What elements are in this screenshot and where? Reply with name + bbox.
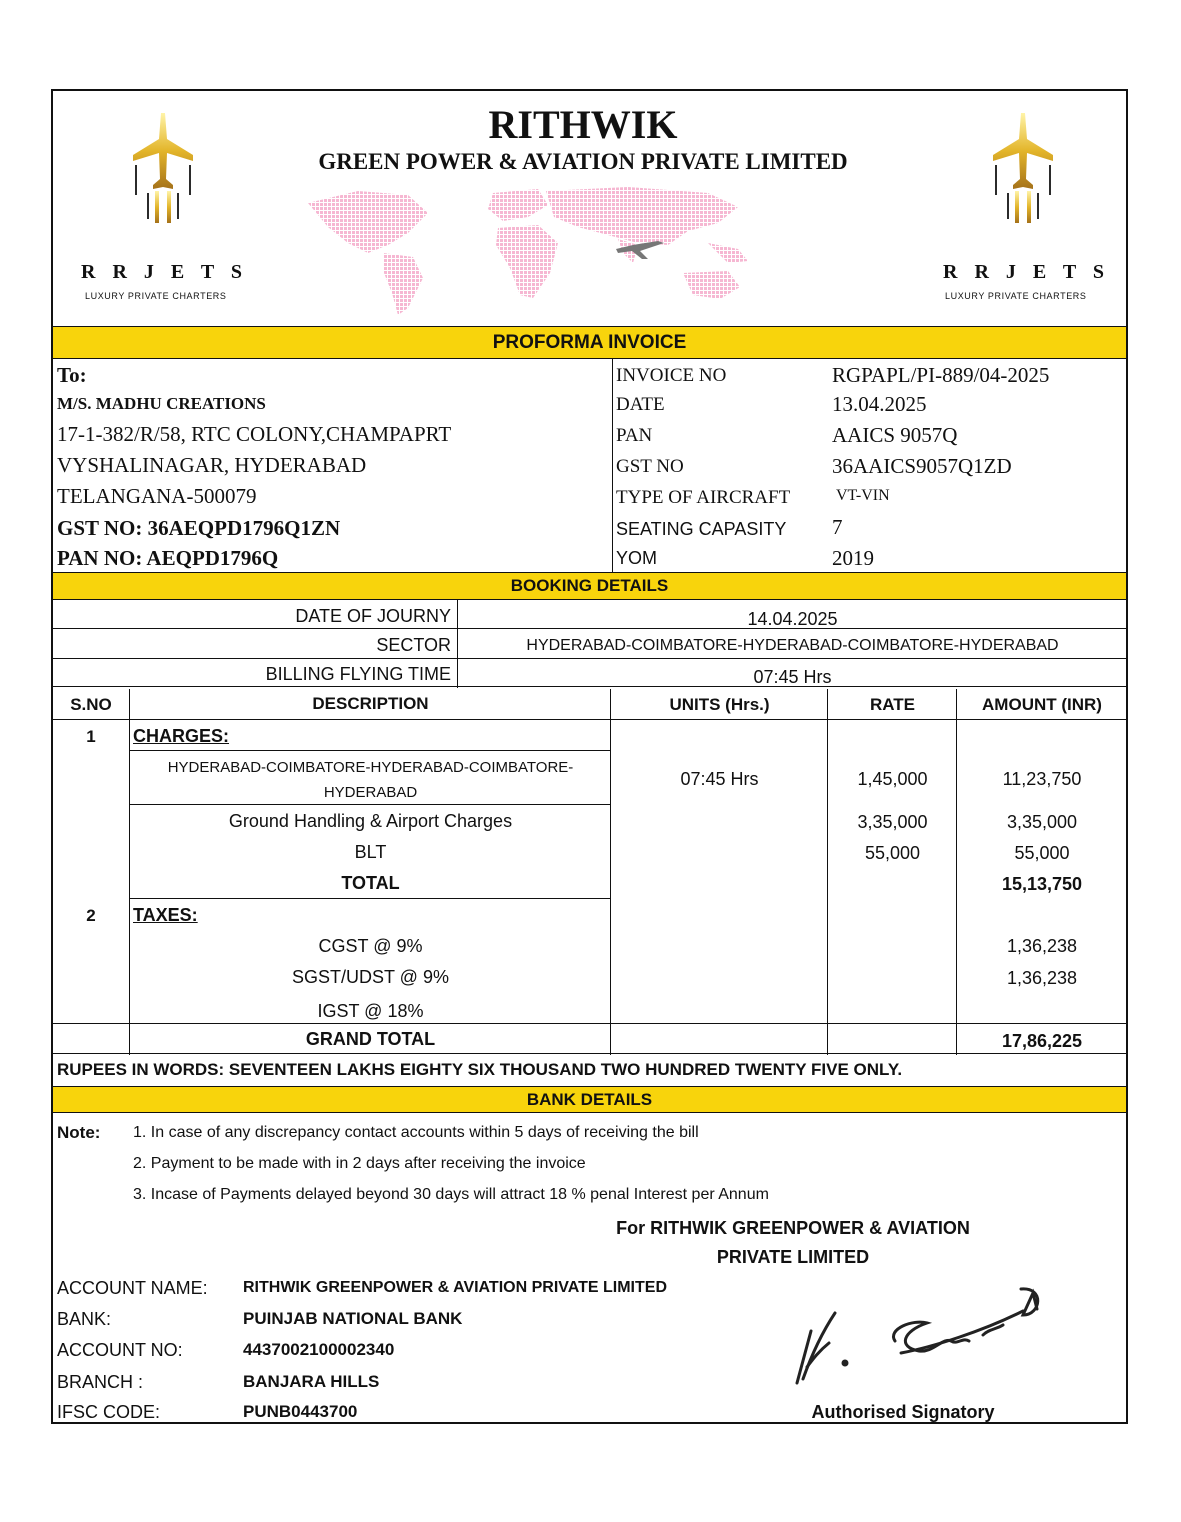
- yom-label: YOM: [616, 548, 658, 568]
- note-label: Note:: [57, 1123, 101, 1142]
- logo-left: [113, 109, 243, 229]
- handwritten-signature: [783, 1271, 1053, 1391]
- brand-right-name: R R J E T S: [943, 261, 1110, 283]
- blt-label: BLT: [354, 842, 387, 862]
- proforma-invoice-title: PROFORMA INVOICE: [53, 326, 1126, 359]
- customer-address-line1: 17-1-382/R/58, RTC COLONY,CHAMPAPRT: [57, 422, 452, 446]
- customer-name: M/S. MADHU CREATIONS: [57, 394, 266, 413]
- route-description-line2: HYDERABAD: [323, 784, 418, 801]
- row-sno-1: 1: [86, 727, 96, 746]
- brand-left-name: R R J E T S: [81, 261, 248, 283]
- note-item-1: 1. In case of any discrepancy contact accounts within 5 days of receiving the bill: [133, 1124, 699, 1141]
- blt-amount: 55,000: [1014, 843, 1070, 863]
- journey-date-label: DATE OF JOURNY: [295, 606, 451, 626]
- jet-icon: [113, 109, 243, 229]
- customer-pan: PAN NO: AEQPD1796Q: [57, 546, 279, 570]
- route-rate: 1,45,000: [857, 769, 928, 789]
- yom-value: 2019: [832, 546, 874, 570]
- total-label: TOTAL: [341, 873, 400, 893]
- row-sno-2: 2: [86, 906, 96, 925]
- col-header-amount: AMOUNT (INR): [982, 695, 1102, 714]
- brand-left-tagline: LUXURY PRIVATE CHARTERS: [85, 291, 227, 301]
- bill-to-label: To:: [57, 363, 87, 387]
- account-name-label: ACCOUNT NAME:: [57, 1278, 208, 1298]
- company-subtitle: GREEN POWER & AVIATION PRIVATE LIMITED: [318, 149, 848, 174]
- gst-value: 36AAICS9057Q1ZD: [832, 454, 1012, 478]
- invoice-no-value: RGPAPL/PI-889/04-2025: [832, 363, 1050, 387]
- ground-handling-amount: 3,35,000: [1006, 812, 1078, 832]
- bank-value: PUINJAB NATIONAL BANK: [243, 1309, 463, 1328]
- world-map-icon: [288, 183, 848, 323]
- booking-details-title: BOOKING DETAILS: [53, 572, 1126, 600]
- account-name-value: RITHWIK GREENPOWER & AVIATION PRIVATE LIMITED: [243, 1279, 667, 1296]
- ifsc-label: IFSC CODE:: [57, 1402, 161, 1422]
- igst-label: IGST @ 18%: [317, 1001, 424, 1021]
- pan-label: PAN: [616, 425, 653, 446]
- account-no-value: 4437002100002340: [243, 1340, 395, 1359]
- jet-icon: [973, 109, 1103, 229]
- signature-for-line1: For RITHWIK GREENPOWER & AVIATION: [616, 1218, 970, 1238]
- authorised-signatory: Authorised Signatory: [811, 1402, 995, 1422]
- cgst-label: CGST @ 9%: [318, 936, 423, 956]
- branch-label: BRANCH :: [57, 1372, 144, 1392]
- note-item-3: 3. Incase of Payments delayed beyond 30 days will attract 18 % penal Interest per Annum: [133, 1186, 769, 1203]
- blt-rate: 55,000: [864, 843, 921, 863]
- gst-label: GST NO: [616, 456, 684, 477]
- brand-right-tagline: LUXURY PRIVATE CHARTERS: [945, 291, 1087, 301]
- route-description-line1: HYDERABAD-COIMBATORE-HYDERABAD-COIMBATORE-: [167, 759, 574, 776]
- billing-time-value: 07:45 Hrs: [753, 667, 832, 687]
- signature-for-line2: PRIVATE LIMITED: [716, 1247, 870, 1267]
- col-header-units: UNITS (Hrs.): [669, 695, 770, 714]
- col-header-rate: RATE: [869, 695, 915, 714]
- amount-in-words: RUPEES IN WORDS: SEVENTEEN LAKHS EIGHTY SIX THOUSAND TWO HUNDRED TWENTY FIVE ONLY.: [57, 1060, 903, 1079]
- seating-capacity-value: 7: [832, 515, 843, 539]
- bank-details-title: BANK DETAILS: [53, 1086, 1126, 1113]
- aircraft-type-value: VT-VIN: [836, 487, 890, 504]
- invoice-page: [51, 89, 1128, 1424]
- aircraft-type-label: TYPE OF AIRCRAFT: [616, 487, 791, 508]
- ifsc-value: PUNB0443700: [243, 1402, 358, 1421]
- sgst-amount: 1,36,238: [1006, 968, 1078, 988]
- ground-handling-rate: 3,35,000: [857, 812, 928, 832]
- billing-time-label: BILLING FLYING TIME: [265, 664, 451, 684]
- branch-value: BANJARA HILLS: [243, 1372, 380, 1391]
- grand-total-amount: 17,86,225: [1001, 1031, 1083, 1051]
- customer-address-line2: VYSHALINAGAR, HYDERABAD: [57, 453, 367, 477]
- route-amount: 11,23,750: [1002, 769, 1082, 789]
- taxes-label: TAXES:: [133, 905, 198, 925]
- bank-label: BANK:: [57, 1309, 112, 1329]
- account-no-label: ACCOUNT NO:: [57, 1340, 183, 1360]
- date-label: DATE: [616, 394, 665, 415]
- cgst-amount: 1,36,238: [1006, 936, 1078, 956]
- ground-handling-label: Ground Handling & Airport Charges: [228, 811, 513, 831]
- col-header-description: DESCRIPTION: [312, 694, 429, 713]
- col-header-sno: S.NO: [70, 695, 112, 714]
- company-name: RITHWIK: [488, 102, 678, 147]
- date-value: 13.04.2025: [832, 392, 927, 416]
- note-item-2: 2. Payment to be made with in 2 days after receiving the invoice: [133, 1155, 586, 1172]
- seating-capacity-label: SEATING CAPASITY: [616, 519, 787, 539]
- pan-value: AAICS 9057Q: [832, 423, 958, 447]
- sgst-label: SGST/UDST @ 9%: [292, 967, 449, 987]
- customer-address-line3: TELANGANA-500079: [57, 484, 257, 508]
- total-amount: 15,13,750: [1001, 874, 1083, 894]
- charges-label: CHARGES:: [133, 726, 230, 746]
- logo-right: [973, 109, 1103, 229]
- grand-total-label: GRAND TOTAL: [305, 1029, 436, 1049]
- customer-gst: GST NO: 36AEQPD1796Q1ZN: [57, 516, 341, 540]
- route-units: 07:45 Hrs: [680, 769, 759, 789]
- sector-label: SECTOR: [376, 635, 451, 655]
- invoice-no-label: INVOICE NO: [616, 365, 727, 386]
- sector-value: HYDERABAD-COIMBATORE-HYDERABAD-COIMBATORE-HYDERABAD: [526, 637, 1059, 654]
- journey-date-value: 14.04.2025: [747, 609, 838, 629]
